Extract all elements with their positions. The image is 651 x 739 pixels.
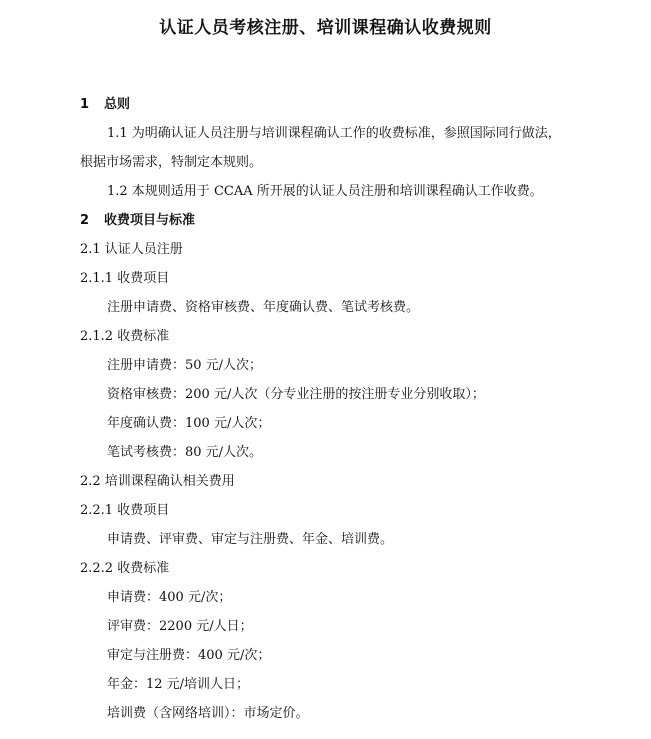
- subsection-2-1-2: 2.1.2 收费标准: [80, 329, 170, 344]
- subsection-2-2: 2.2 培训课程确认相关费用: [80, 474, 235, 489]
- fee-registration-application: 注册申请费：50 元/人次；: [107, 358, 263, 373]
- subsection-2-2-2: 2.2.2 收费标准: [80, 561, 170, 576]
- subsection-2-1: 2.1 认证人员注册: [80, 242, 183, 257]
- subsection-2-1-1: 2.1.1 收费项目: [80, 271, 170, 286]
- fee-written-exam: 笔试考核费：80 元/人次。: [107, 445, 263, 460]
- fee-annual: 年金：12 元/培训人日；: [107, 677, 250, 692]
- fee-review: 评审费：2200 元/人日；: [107, 619, 253, 634]
- section-1-heading: [80, 96, 130, 114]
- section-title: 收费项目与标准: [104, 213, 196, 228]
- fee-approval-registration: 审定与注册费：400 元/次；: [107, 648, 271, 663]
- section-2-heading: [80, 212, 195, 230]
- paragraph-1-1: 1.1 为明确认证人员注册与培训课程确认工作的收费标准，参照国际同行做法，: [107, 126, 561, 141]
- paragraph-1-2: 1.2 本规则适用于 CCAA 所开展的认证人员注册和培训课程确认工作收费。: [107, 184, 543, 199]
- fee-application: 申请费：400 元/次；: [107, 590, 232, 605]
- fee-items-registration: 注册申请费、资格审核费、年度确认费、笔试考核费。: [107, 300, 420, 315]
- section-number: 1: [80, 97, 90, 112]
- fee-items-training: 申请费、评审费、审定与注册费、年金、培训费。: [107, 532, 394, 547]
- fee-annual-confirmation: 年度确认费：100 元/人次；: [107, 416, 271, 431]
- subsection-2-2-1: 2.2.1 收费项目: [80, 503, 170, 518]
- section-title: 总则: [104, 97, 131, 112]
- fee-training: 培训费（含网络培训）：市场定价。: [107, 706, 309, 721]
- document-title: 认证人员考核注册、培训课程确认收费规则: [159, 18, 492, 38]
- fee-qualification-review: 资格审核费：200 元/人次（分专业注册的按注册专业分别收取）；: [107, 387, 485, 402]
- paragraph-1-1-continued: 根据市场需求，特制定本规则。: [80, 155, 263, 170]
- section-number: 2: [80, 213, 90, 228]
